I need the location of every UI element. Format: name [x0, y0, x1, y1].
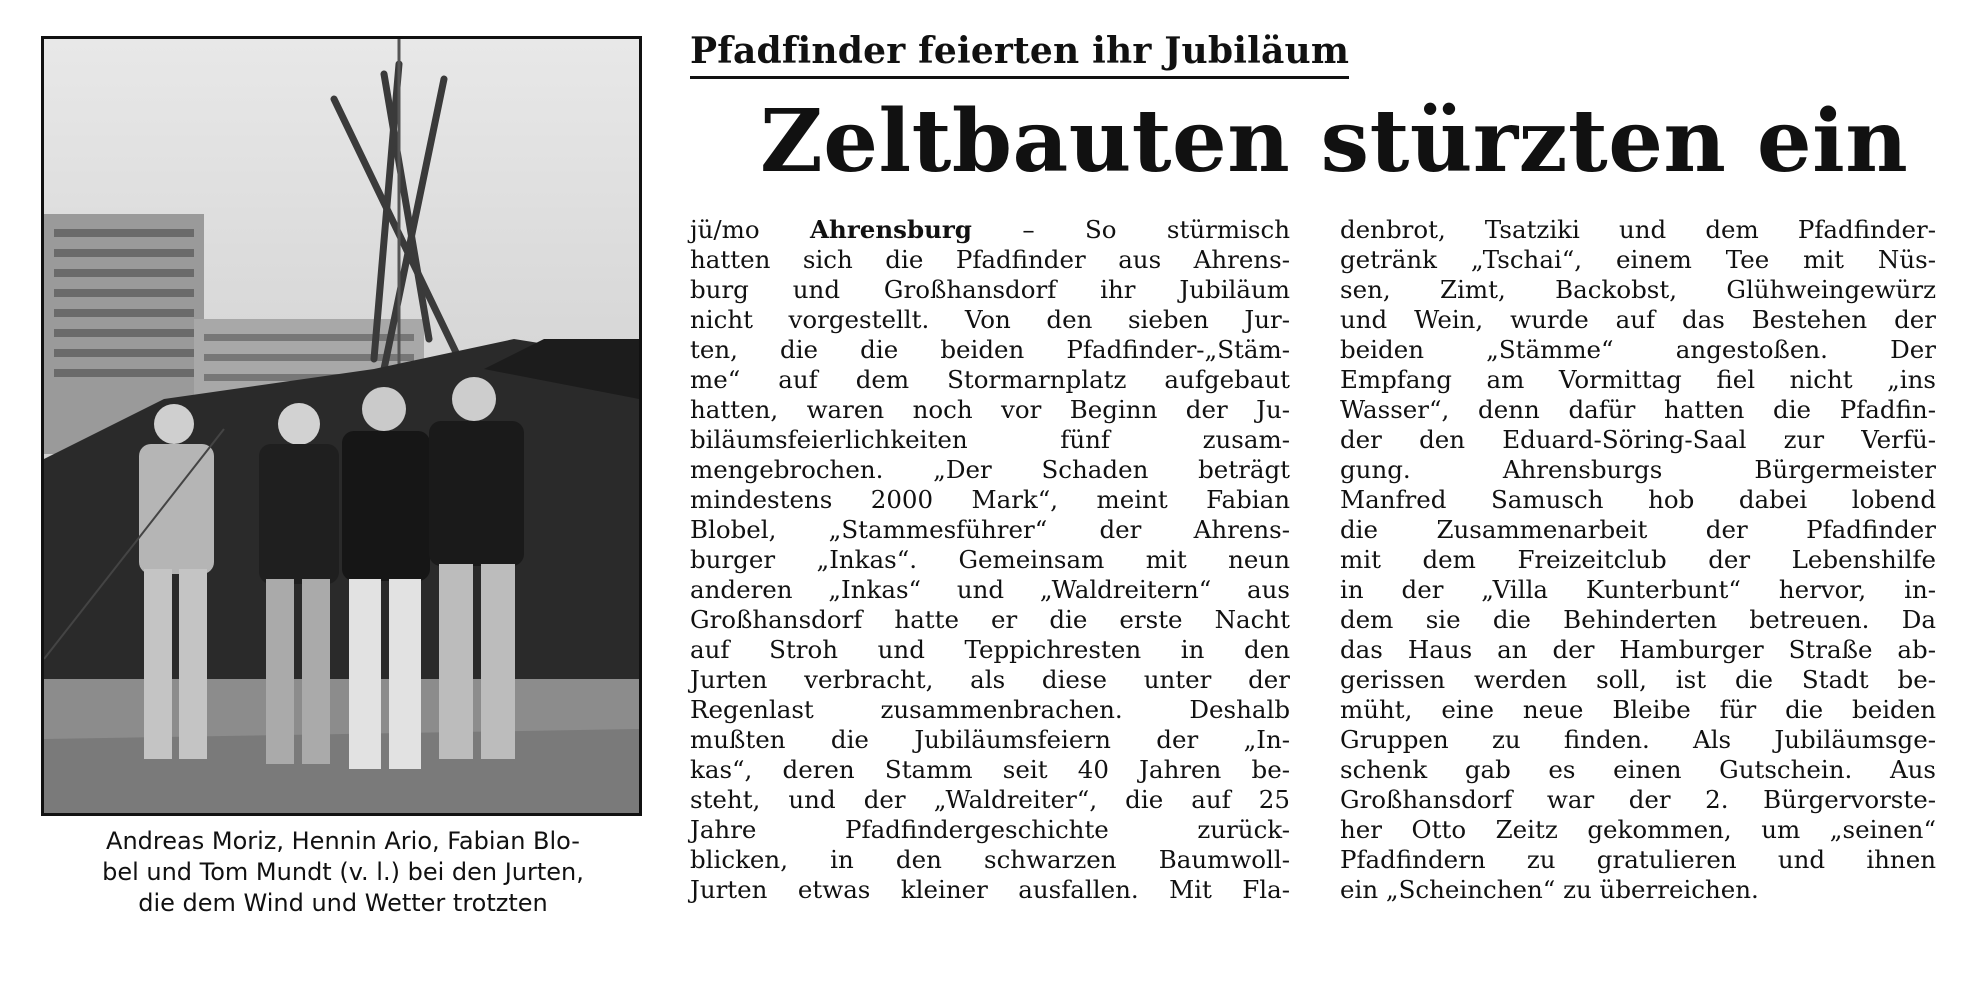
- column-line: Jahre Pfadfindergeschichte zurück-: [690, 815, 1290, 844]
- column-line: sen, Zimt, Backobst, Glühweingewürz: [1340, 275, 1936, 304]
- article-column-1: [690, 215, 1290, 905]
- caption-line: bel und Tom Mundt (v. l.) bei den Jurten,: [102, 858, 584, 886]
- column-line: Empfang am Vormittag fiel nicht „ins: [1340, 365, 1936, 394]
- column-line: Regenlast zusammenbrachen. Deshalb: [690, 695, 1290, 724]
- column-line: biläumsfeierlichkeiten fünf zusam-: [690, 425, 1290, 454]
- column-line: hatten sich die Pfadfinder aus Ahrens-: [690, 245, 1290, 274]
- column-line: burg und Großhansdorf ihr Jubiläum: [690, 275, 1290, 304]
- column-line: auf Stroh und Teppichresten in den: [690, 635, 1290, 664]
- column-line: gerissen werden soll, ist die Stadt be-: [1340, 665, 1936, 694]
- column-line: steht, und der „Waldreiter“, die auf 25: [690, 785, 1290, 814]
- article-headline: Zeltbauten stürzten ein: [760, 91, 1909, 192]
- column-line: anderen „Inkas“ und „Waldreitern“ aus: [690, 575, 1290, 604]
- column-line: Gruppen zu finden. Als Jubiläumsge-: [1340, 725, 1936, 754]
- column-line: Großhansdorf war der 2. Bürgervorste-: [1340, 785, 1936, 814]
- column-line: Manfred Samusch hob dabei lobend: [1340, 485, 1936, 514]
- byline: jü/mo: [690, 215, 760, 244]
- column-line: hatten, waren noch vor Beginn der Ju-: [690, 395, 1290, 424]
- column-line: der den Eduard-Söring-Saal zur Verfü-: [1340, 425, 1936, 454]
- column-line: mit dem Freizeitclub der Lebenshilfe: [1340, 545, 1936, 574]
- column-line: das Haus an der Hamburger Straße ab-: [1340, 635, 1936, 664]
- column-line: Großhansdorf hatte er die erste Nacht: [690, 605, 1290, 634]
- article-photo: [41, 36, 642, 816]
- column-line: beiden „Stämme“ angestoßen. Der: [1340, 335, 1936, 364]
- column-line: blicken, in den schwarzen Baumwoll-: [690, 845, 1290, 874]
- column-line: mindestens 2000 Mark“, meint Fabian: [690, 485, 1290, 514]
- caption-line: die dem Wind und Wetter trotzten: [138, 889, 548, 917]
- caption-line: Andreas Moriz, Hennin Ario, Fabian Blo-: [106, 827, 580, 855]
- article-kicker: Pfadfinder feierten ihr Jubiläum: [690, 30, 1349, 79]
- column-line: mengebrochen. „Der Schaden beträgt: [690, 455, 1290, 484]
- photo-scouts-at-yurts: [44, 39, 639, 813]
- column-line: Jurten verbracht, als diese unter der: [690, 665, 1290, 694]
- column-line: in der „Villa Kunterbunt“ hervor, in-: [1340, 575, 1936, 604]
- article-column-2: [1340, 215, 1936, 905]
- column-line: her Otto Zeitz gekommen, um „seinen“: [1340, 815, 1936, 844]
- column-line: Jurten etwas kleiner ausfallen. Mit Fla-: [690, 875, 1290, 904]
- column-line: mußten die Jubiläumsfeiern der „In-: [690, 725, 1290, 754]
- column-first-line: [690, 215, 1290, 245]
- first-line-text: – So stürmisch: [971, 215, 1290, 244]
- column-line: getränk „Tschai“, einem Tee mit Nüs-: [1340, 245, 1936, 274]
- column-line: ein „Scheinchen“ zu überreichen.: [1340, 875, 1759, 904]
- column-line: kas“, deren Stamm seit 40 Jahren be-: [690, 755, 1290, 784]
- column-line: und Wein, wurde auf das Bestehen der: [1340, 305, 1936, 334]
- column-line: burger „Inkas“. Gemeinsam mit neun: [690, 545, 1290, 574]
- column-line: me“ auf dem Stormarnplatz aufgebaut: [690, 365, 1290, 394]
- column-line: schenk gab es einen Gutschein. Aus: [1340, 755, 1936, 784]
- column-line: gung. Ahrensburgs Bürgermeister: [1340, 455, 1936, 484]
- column-line: Wasser“, denn dafür hatten die Pfadfin-: [1340, 395, 1936, 424]
- column-line: Pfadfindern zu gratulieren und ihnen: [1340, 845, 1936, 874]
- dateline: Ahrensburg: [810, 215, 972, 244]
- column-line: Blobel, „Stammesführer“ der Ahrens-: [690, 515, 1290, 544]
- column-line: nicht vorgestellt. Von den sieben Jur-: [690, 305, 1290, 334]
- photo-caption: [36, 826, 650, 919]
- column-line: denbrot, Tsatziki und dem Pfadfinder-: [1340, 215, 1936, 244]
- column-line: ten, die die beiden Pfadfinder-„Stäm-: [690, 335, 1290, 364]
- column-line: die Zusammenarbeit der Pfadfinder: [1340, 515, 1936, 544]
- column-line: dem sie die Behinderten betreuen. Da: [1340, 605, 1936, 634]
- column-line: müht, eine neue Bleibe für die beiden: [1340, 695, 1936, 724]
